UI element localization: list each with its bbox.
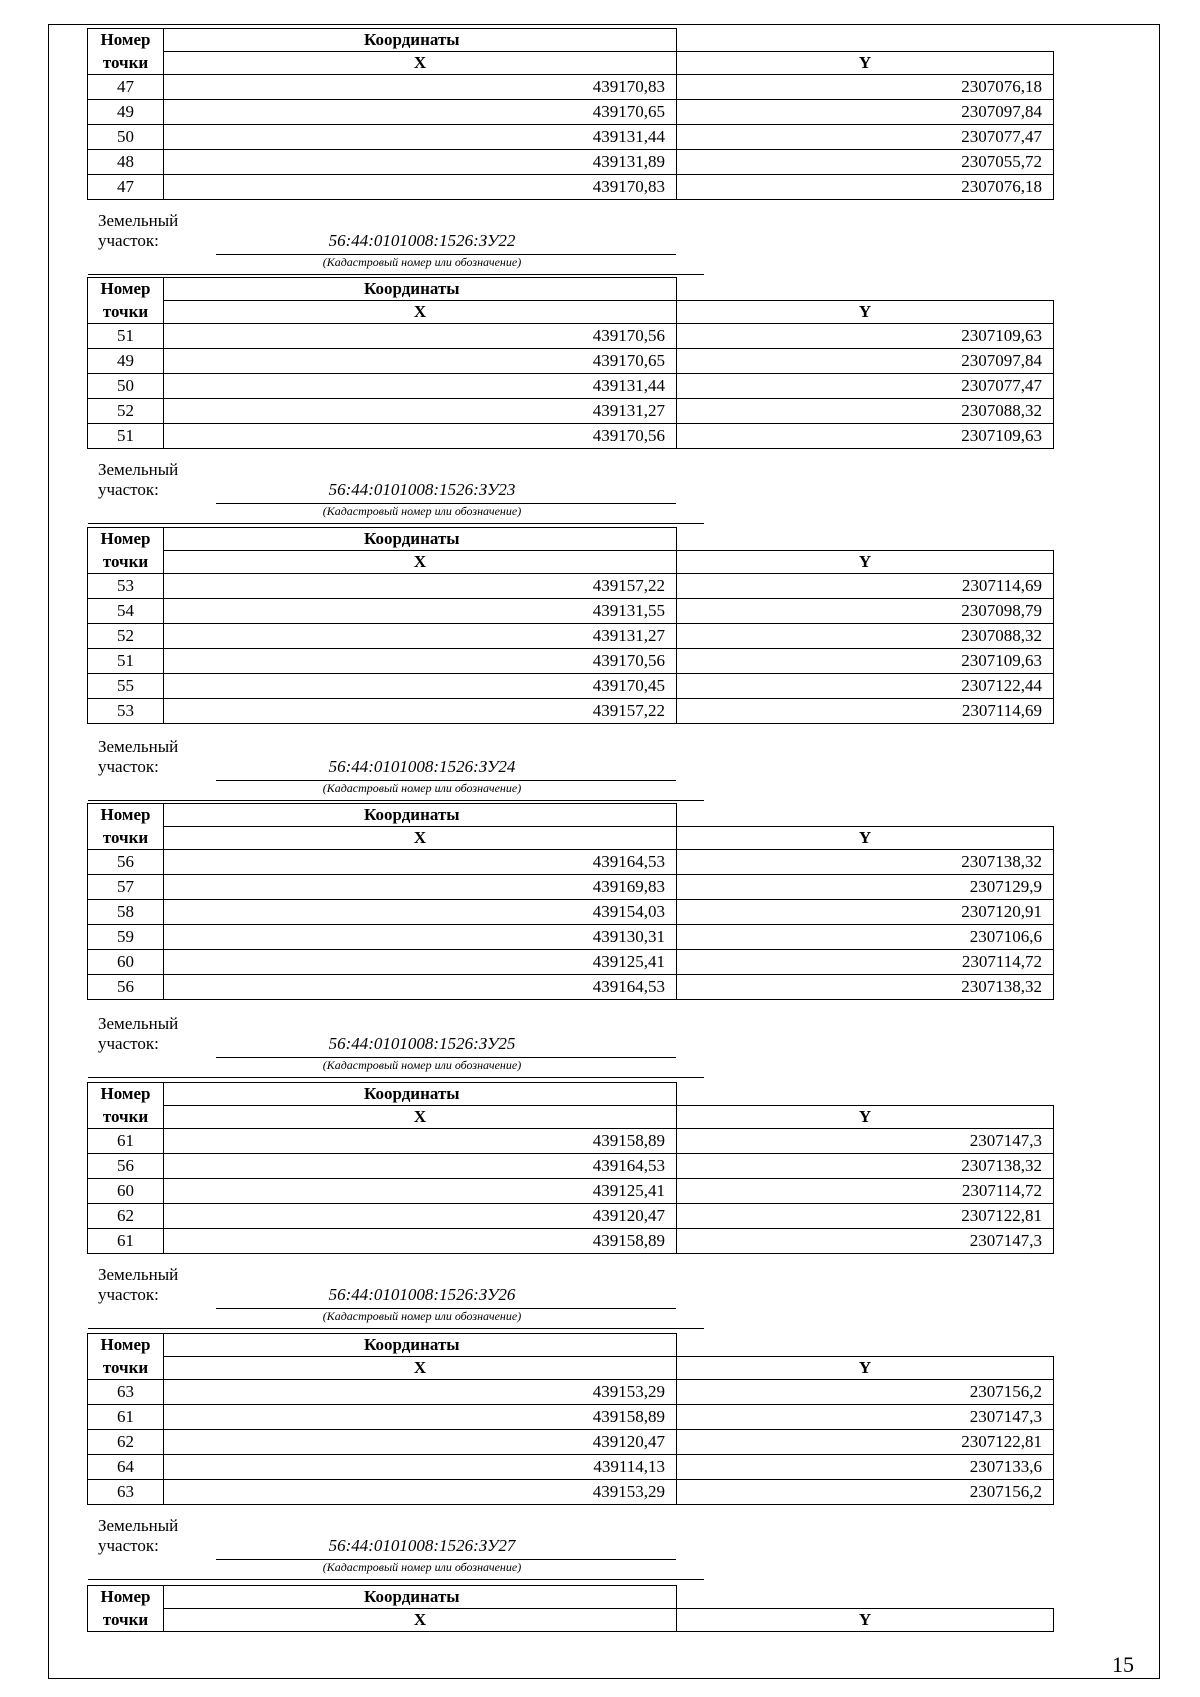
header-point-number-line2: точки [88,827,164,850]
coordinates-table [87,527,1054,724]
parcel-label [98,460,198,500]
table-row [88,925,1054,950]
x-coordinate-cell: 439158,89 [164,1129,677,1154]
y-coordinate-cell: 2307114,69 [677,574,1054,599]
table-row [88,75,1054,100]
point-number-cell: 64 [88,1455,164,1480]
x-coordinate-cell: 439157,22 [164,699,677,724]
table-subheader-row [88,52,1054,75]
header-point-number: Номер [88,1334,164,1357]
x-coordinate-cell: 439114,13 [164,1455,677,1480]
header-spacer [677,528,1054,551]
y-coordinate-cell: 2307122,81 [677,1430,1054,1455]
parcel-label [98,1516,198,1556]
table-row [88,850,1054,875]
header-y: Y [677,1106,1054,1129]
cadastral-number: 56:44:0101008:1526:ЗУ27 [328,1536,516,1555]
header-point-number-line2: точки [88,1106,164,1129]
point-number-cell: 56 [88,850,164,875]
coordinates-block [87,1585,1053,1632]
y-coordinate-cell: 2307077,47 [677,125,1054,150]
header-point-number-line2: точки [88,52,164,75]
table-header-row [88,528,1054,551]
coordinates-block [87,1333,1053,1505]
parcel-label-line2: участок: [98,757,159,776]
y-coordinate-cell: 2307156,2 [677,1480,1054,1505]
header-coordinates: Координаты [164,1586,677,1609]
x-coordinate-cell: 439153,29 [164,1480,677,1505]
table-header-row [88,278,1054,301]
point-number-cell: 52 [88,399,164,424]
header-coordinates: Координаты [164,528,677,551]
point-number-cell: 50 [88,374,164,399]
cadastral-hint [216,1559,676,1575]
table-row [88,1129,1054,1154]
table-subheader-row [88,1609,1054,1632]
x-coordinate-cell: 439169,83 [164,875,677,900]
table-header-row [88,1586,1054,1609]
x-coordinate-cell: 439170,56 [164,424,677,449]
point-number-cell: 50 [88,125,164,150]
header-y: Y [677,1609,1054,1632]
cadastral-number: 56:44:0101008:1526:ЗУ25 [328,1034,516,1053]
x-coordinate-cell: 439170,45 [164,674,677,699]
header-point-number-line2: точки [88,1609,164,1632]
table-row [88,674,1054,699]
header-y: Y [677,52,1054,75]
parcel-label-line1: Земельный [98,737,179,756]
x-coordinate-cell: 439131,44 [164,125,677,150]
parcel-divider [88,274,704,275]
header-x: X [164,551,677,574]
cadastral-number: 56:44:0101008:1526:ЗУ26 [328,1285,516,1304]
y-coordinate-cell: 2307076,18 [677,75,1054,100]
point-number-cell: 48 [88,150,164,175]
point-number-cell: 47 [88,175,164,200]
x-coordinate-cell: 439154,03 [164,900,677,925]
header-point-number-line2: точки [88,301,164,324]
x-coordinate-cell: 439131,89 [164,150,677,175]
point-number-cell: 62 [88,1430,164,1455]
cadastral-number-field [216,1034,676,1058]
y-coordinate-cell: 2307133,6 [677,1455,1054,1480]
coordinates-table [87,803,1054,1000]
x-coordinate-cell: 439120,47 [164,1204,677,1229]
page-number: 15 [1112,1652,1134,1677]
header-spacer [677,1334,1054,1357]
x-coordinate-cell: 439164,53 [164,1154,677,1179]
y-coordinate-cell: 2307138,32 [677,850,1054,875]
coordinates-block [87,1082,1053,1254]
table-subheader-row [88,827,1054,850]
header-spacer [677,29,1054,52]
point-number-cell: 53 [88,699,164,724]
parcel-caption [98,737,718,801]
table-row [88,100,1054,125]
x-coordinate-cell: 439125,41 [164,1179,677,1204]
header-coordinates: Координаты [164,29,677,52]
point-number-cell: 47 [88,75,164,100]
point-number-cell: 51 [88,324,164,349]
header-point-number: Номер [88,278,164,301]
y-coordinate-cell: 2307114,72 [677,1179,1054,1204]
header-coordinates: Координаты [164,804,677,827]
coordinates-table [87,1333,1054,1505]
parcel-label-line1: Земельный [98,1014,179,1033]
header-y: Y [677,827,1054,850]
x-coordinate-cell: 439157,22 [164,574,677,599]
header-point-number-line2: точки [88,1357,164,1380]
point-number-cell: 56 [88,975,164,1000]
y-coordinate-cell: 2307109,63 [677,649,1054,674]
table-row [88,1229,1054,1254]
coordinates-table [87,1585,1054,1632]
table-row [88,975,1054,1000]
header-y: Y [677,551,1054,574]
parcel-caption [98,1516,718,1580]
cadastral-hint-text: (Кадастровый номер или обозначение) [322,1309,522,1323]
header-x: X [164,301,677,324]
table-header-row [88,29,1054,52]
table-subheader-row [88,1357,1054,1380]
x-coordinate-cell: 439131,44 [164,374,677,399]
table-row [88,175,1054,200]
coordinates-table [87,1082,1054,1254]
header-coordinates: Координаты [164,278,677,301]
coordinates-block [87,803,1053,1000]
y-coordinate-cell: 2307106,6 [677,925,1054,950]
parcel-label-line1: Земельный [98,211,179,230]
parcel-caption [98,460,718,524]
point-number-cell: 51 [88,424,164,449]
y-coordinate-cell: 2307088,32 [677,399,1054,424]
y-coordinate-cell: 2307138,32 [677,1154,1054,1179]
parcel-label [98,211,198,251]
parcel-label-line2: участок: [98,1285,159,1304]
parcel-caption [98,1265,718,1329]
point-number-cell: 52 [88,624,164,649]
header-coordinates: Координаты [164,1083,677,1106]
x-coordinate-cell: 439130,31 [164,925,677,950]
cadastral-hint-text: (Кадастровый номер или обозначение) [322,255,522,269]
x-coordinate-cell: 439153,29 [164,1380,677,1405]
table-row [88,649,1054,674]
header-y: Y [677,1357,1054,1380]
cadastral-number: 56:44:0101008:1526:ЗУ23 [328,480,516,499]
point-number-cell: 51 [88,649,164,674]
x-coordinate-cell: 439170,83 [164,175,677,200]
point-number-cell: 55 [88,674,164,699]
cadastral-hint [216,254,676,270]
x-coordinate-cell: 439131,55 [164,599,677,624]
x-coordinate-cell: 439170,65 [164,349,677,374]
parcel-label [98,737,198,777]
point-number-cell: 63 [88,1480,164,1505]
x-coordinate-cell: 439158,89 [164,1229,677,1254]
parcel-label-line2: участок: [98,1034,159,1053]
table-row [88,324,1054,349]
y-coordinate-cell: 2307097,84 [677,349,1054,374]
x-coordinate-cell: 439164,53 [164,975,677,1000]
point-number-cell: 61 [88,1229,164,1254]
point-number-cell: 60 [88,950,164,975]
cadastral-hint [216,780,676,796]
point-number-cell: 61 [88,1129,164,1154]
table-row [88,624,1054,649]
y-coordinate-cell: 2307138,32 [677,975,1054,1000]
table-subheader-row [88,551,1054,574]
table-subheader-row [88,301,1054,324]
header-point-number: Номер [88,29,164,52]
table-row [88,599,1054,624]
header-x: X [164,1609,677,1632]
table-header-row [88,1334,1054,1357]
table-subheader-row [88,1106,1054,1129]
x-coordinate-cell: 439170,65 [164,100,677,125]
y-coordinate-cell: 2307109,63 [677,424,1054,449]
coordinates-block [87,28,1053,200]
parcel-divider [88,1579,704,1580]
point-number-cell: 49 [88,349,164,374]
header-point-number: Номер [88,528,164,551]
y-coordinate-cell: 2307098,79 [677,599,1054,624]
parcel-caption [98,1014,718,1078]
table-row [88,125,1054,150]
y-coordinate-cell: 2307114,69 [677,699,1054,724]
x-coordinate-cell: 439170,83 [164,75,677,100]
table-row [88,699,1054,724]
parcel-divider [88,1077,704,1078]
header-spacer [677,1083,1054,1106]
y-coordinate-cell: 2307114,72 [677,950,1054,975]
header-spacer [677,1586,1054,1609]
parcel-caption [98,211,718,275]
header-spacer [677,278,1054,301]
parcel-divider [88,800,704,801]
y-coordinate-cell: 2307120,91 [677,900,1054,925]
cadastral-hint-text: (Кадастровый номер или обозначение) [322,504,522,518]
cadastral-hint-text: (Кадастровый номер или обозначение) [322,1560,522,1574]
cadastral-number-field [216,757,676,781]
header-point-number-line2: точки [88,551,164,574]
y-coordinate-cell: 2307122,81 [677,1204,1054,1229]
header-x: X [164,827,677,850]
header-coordinates: Координаты [164,1334,677,1357]
cadastral-number-field [216,231,676,255]
coordinates-block [87,527,1053,724]
coordinates-block [87,277,1053,449]
header-point-number: Номер [88,1586,164,1609]
point-number-cell: 53 [88,574,164,599]
parcel-label [98,1014,198,1054]
table-header-row [88,804,1054,827]
parcel-label-line1: Земельный [98,1265,179,1284]
table-row [88,1455,1054,1480]
y-coordinate-cell: 2307055,72 [677,150,1054,175]
point-number-cell: 54 [88,599,164,624]
cadastral-number-field [216,1536,676,1560]
x-coordinate-cell: 439131,27 [164,624,677,649]
cadastral-hint [216,1308,676,1324]
parcel-divider [88,1328,704,1329]
table-row [88,424,1054,449]
table-row [88,875,1054,900]
parcel-label [98,1265,198,1305]
y-coordinate-cell: 2307122,44 [677,674,1054,699]
coordinates-table [87,277,1054,449]
table-row [88,1179,1054,1204]
y-coordinate-cell: 2307156,2 [677,1380,1054,1405]
header-x: X [164,52,677,75]
header-point-number: Номер [88,1083,164,1106]
table-header-row [88,1083,1054,1106]
table-row [88,1204,1054,1229]
x-coordinate-cell: 439170,56 [164,324,677,349]
point-number-cell: 49 [88,100,164,125]
table-row [88,1430,1054,1455]
parcel-label-line2: участок: [98,231,159,250]
x-coordinate-cell: 439131,27 [164,399,677,424]
x-coordinate-cell: 439120,47 [164,1430,677,1455]
table-row [88,1405,1054,1430]
point-number-cell: 61 [88,1405,164,1430]
y-coordinate-cell: 2307109,63 [677,324,1054,349]
table-row [88,349,1054,374]
x-coordinate-cell: 439125,41 [164,950,677,975]
y-coordinate-cell: 2307147,3 [677,1229,1054,1254]
cadastral-hint-text: (Кадастровый номер или обозначение) [322,1058,522,1072]
table-row [88,1480,1054,1505]
x-coordinate-cell: 439164,53 [164,850,677,875]
header-y: Y [677,301,1054,324]
parcel-label-line2: участок: [98,1536,159,1555]
y-coordinate-cell: 2307077,47 [677,374,1054,399]
cadastral-hint-text: (Кадастровый номер или обозначение) [322,781,522,795]
cadastral-number-field [216,1285,676,1309]
table-row [88,950,1054,975]
table-row [88,399,1054,424]
cadastral-number-field [216,480,676,504]
point-number-cell: 58 [88,900,164,925]
cadastral-number: 56:44:0101008:1526:ЗУ24 [328,757,516,776]
parcel-label-line2: участок: [98,480,159,499]
table-row [88,574,1054,599]
table-row [88,150,1054,175]
point-number-cell: 60 [88,1179,164,1204]
point-number-cell: 63 [88,1380,164,1405]
cadastral-number: 56:44:0101008:1526:ЗУ22 [328,231,516,250]
header-point-number: Номер [88,804,164,827]
point-number-cell: 62 [88,1204,164,1229]
coordinates-table [87,28,1054,200]
cadastral-hint [216,1057,676,1073]
table-row [88,1154,1054,1179]
parcel-label-line1: Земельный [98,460,179,479]
header-spacer [677,804,1054,827]
y-coordinate-cell: 2307076,18 [677,175,1054,200]
x-coordinate-cell: 439158,89 [164,1405,677,1430]
y-coordinate-cell: 2307097,84 [677,100,1054,125]
parcel-divider [88,523,704,524]
table-row [88,374,1054,399]
table-row [88,1380,1054,1405]
y-coordinate-cell: 2307088,32 [677,624,1054,649]
cadastral-hint [216,503,676,519]
x-coordinate-cell: 439170,56 [164,649,677,674]
point-number-cell: 57 [88,875,164,900]
y-coordinate-cell: 2307129,9 [677,875,1054,900]
header-x: X [164,1106,677,1129]
y-coordinate-cell: 2307147,3 [677,1129,1054,1154]
point-number-cell: 59 [88,925,164,950]
y-coordinate-cell: 2307147,3 [677,1405,1054,1430]
parcel-label-line1: Земельный [98,1516,179,1535]
point-number-cell: 56 [88,1154,164,1179]
header-x: X [164,1357,677,1380]
table-row [88,900,1054,925]
